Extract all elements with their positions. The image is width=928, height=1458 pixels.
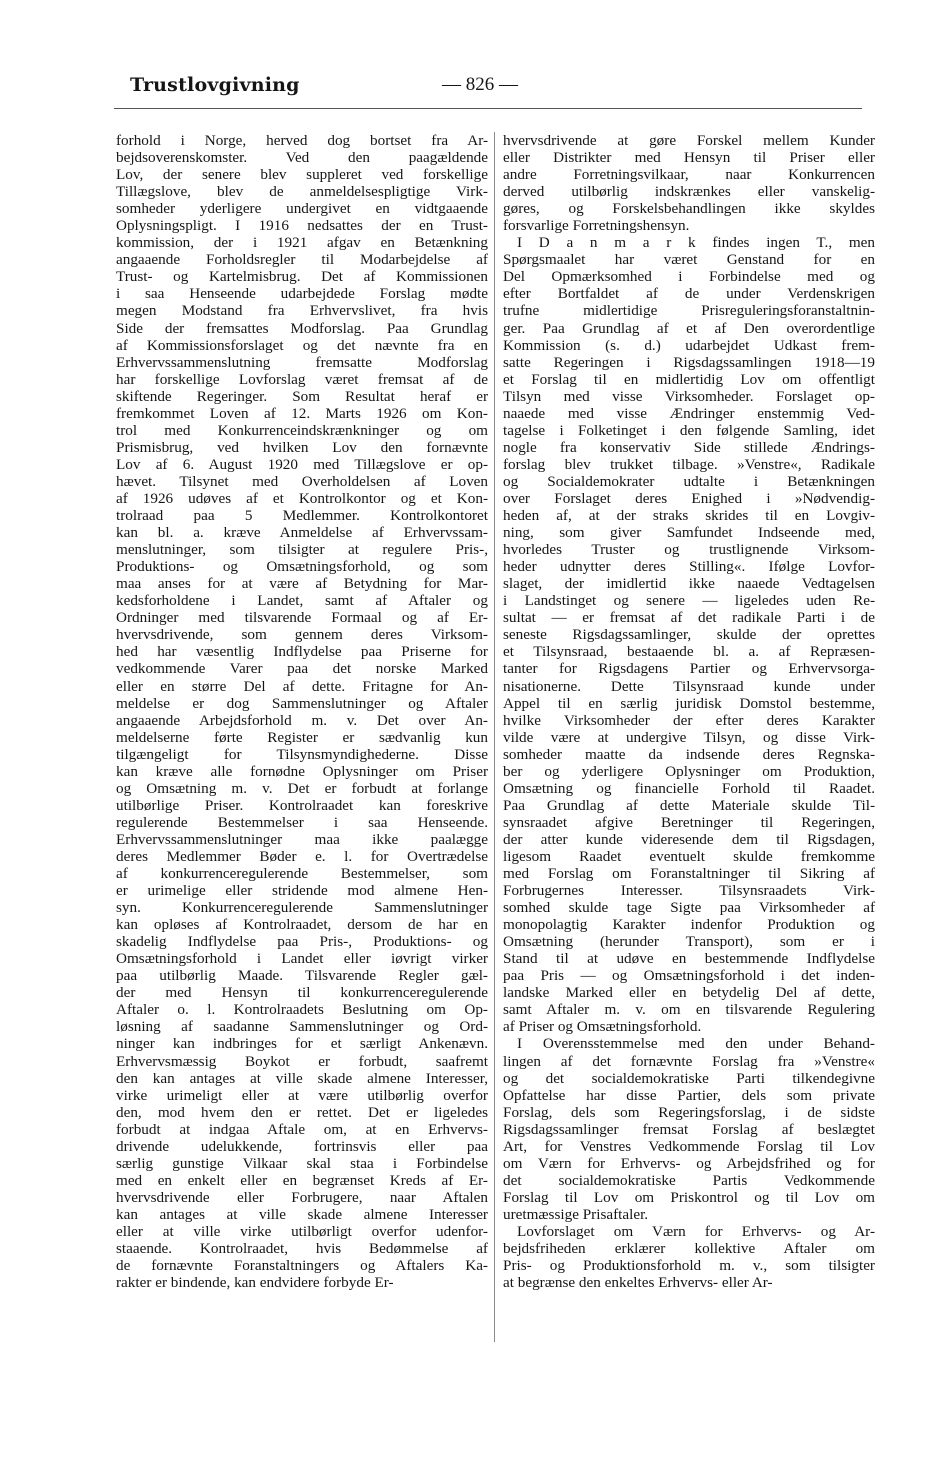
text-line: kan opløses af Kontrolraadet, dersom de har en [116,916,488,934]
text-line: I D a n m a r k findes ingen T., men [517,234,875,252]
column-divider [494,132,495,1342]
text-line: rakter er bindende, kan endvidere forbyde Er- [116,1274,394,1292]
left-column [116,132,488,1291]
text-line: Forslag til Lov om Priskontrol og til Lov om [503,1188,875,1206]
text-line: lingen af det fornævnte Forslag fra »Venstre« [503,1052,875,1070]
text-line: Omsætning og financielle Forhold til Raadet. [503,779,875,797]
text-line: synsraadet afgive Beretninger til Regeringen, [503,813,875,831]
running-header [128,74,860,104]
text-line: Trust- og Kartelmisbrug. Det af Kommissionen [116,268,488,286]
text-line: et Tilsynsraad, bestaaende bl. a. af Repræsen- [503,643,875,661]
text-line: kan kræve alle fornødne Oplysninger om Priser [116,762,488,780]
text-line: eller en større Del af dette. Fritagne for An- [116,677,488,695]
text-line: ber og yderligere Oplysninger om Produktion, [503,762,875,780]
text-line: slaget, der imidlertid ikke naaede Vedtagelsen [503,575,875,593]
text-line: staaende. Kontrolraadet, hvis Bedømmelse af [116,1240,488,1258]
text-line: nisationerne. Dette Tilsynsraad kunde under [503,677,875,695]
text-line: hvilke Virksomheder der efter deres Karakter [503,711,875,729]
text-line: angaaende Forholdsregler til Modarbejdelse af [116,251,488,269]
text-line: Opfattelse har disse Partier, dels som private [503,1086,875,1104]
text-line: i Landstinget og senere — ligeledes uden Re- [503,592,875,610]
text-line: hvervsdrivende, som gennem deres Virksom- [116,626,488,644]
text-line: tilgængeligt for Tilsynsmyndighederne. Disse [116,745,488,763]
text-line: ger. Paa Grundlag af et af Den overordentlige [503,319,875,337]
text-line: med Forslag om Foranstaltninger til Sikring af [503,865,875,883]
text-line: Stand til at udøve en bestemmende Indflydelse [503,950,875,968]
text-line: seneste Rigsdagssamlinger, skulde der oprettes [503,626,875,644]
text-line: om Værn for Erhvervs- og Arbejdsfrihed og for [503,1154,875,1172]
text-line: Appel til en særlig juridisk Domstol bestemme, [503,694,875,712]
text-line: Aftaler o. l. Kontrolraadets Beslutning om Op- [116,1001,488,1019]
text-line: heder udnytter deres Stilling«. Ifølge Lovfor- [503,558,875,576]
text-line: Omsætning (herunder Transport), som er i [503,933,875,951]
text-line: særlig gunstige Vilkaar skal staa i Forbindelse [116,1154,488,1172]
text-line: i saa Henseende udarbejdede Forslag mødte [116,285,488,303]
text-line: hævet. Tilsynet med Overholdelsen af Loven [116,472,488,490]
text-line: trolraad paa 5 Medlemmer. Kontrolkontoret [116,507,488,525]
text-line: vedkommende Varer paa det norske Marked [116,660,488,678]
text-line: meldelse er dog Sammenslutninger og Aftaler [116,694,488,712]
text-line: skadelig Indflydelse paa Pris-, Produktions- og [116,933,488,951]
text-line: derved utilbørlig indskrænkes eller vanskelig- [503,183,875,201]
text-line: de fornævnte Foranstaltningers og Aftalers Ka- [116,1257,488,1275]
text-line: af Kommissionsforslaget og det nævnte fra en [116,336,488,354]
text-line: og Omsætning m. v. Det er forbudt at forlange [116,779,488,797]
text-line: monopolagtig Karakter indenfor Produktion og [503,916,875,934]
text-line: af konkurrenceregulerende Bestemmelser, som [116,865,488,883]
text-line: hvervsdrivende at gøre Forskel mellem Kunder [503,132,875,149]
text-line: Paa Grundlag af dette Materiale skulde Til- [503,796,875,814]
text-line: sultat — er fremsat af det radikale Parti i de [503,609,875,627]
text-line: af Priser og Omsætningsforhold. [503,1018,702,1036]
text-line: nogle fra konservativ Side stillede Ændrings- [503,438,875,456]
text-line: kommission, der i 1921 afgav en Betænkning [116,234,488,252]
text-line: Del Opmærksomhed i Forbindelse med og [503,268,875,286]
text-line: somheder maatte da indsende deres Regnska- [503,745,875,763]
text-line: hvervsdrivende eller Forbrugere, naar Aftalen [116,1188,488,1206]
text-line: vilde være at undergive Tilsyn, og disse Virk- [503,728,875,746]
text-line: naaede med visse Ændringer enstemmig Ved- [503,404,875,422]
text-line: Prismisbrug, ved hvilken Lov den fornævnte [116,438,488,456]
text-line: forbudt at indgaa Aftale om, at en Erhvervs- [116,1120,488,1138]
text-line: skiftende Regeringer. Som Resultat heraf er [116,387,488,405]
text-line: eller at ville virke utilbørligt overfor udenfor- [116,1223,488,1240]
text-line: drivende udelukkende, fortrinsvis eller paa [116,1137,488,1155]
text-line: bejdsfriheden erklærer kollektive Aftaler om [503,1240,875,1258]
text-line: forsvarlige Forretningshensyn. [503,217,690,235]
text-line: gøres, og Forskelsbehandlingen ikke skyldes [503,200,875,218]
text-line: tanter for Rigsdagens Partier og Erhvervsorga- [503,660,875,678]
text-line: kan bl. a. kræve Anmeldelse af Erhvervssam- [116,524,488,542]
text-line: Produktions- og Omsætningsforhold, og som [116,558,488,576]
text-line: tagelse i Folketinget i den følgende Samling, idet [503,421,875,439]
text-line: I Overensstemmelse med den under Behand- [517,1035,875,1053]
text-line: forslag blev trukket tilbage. »Venstre«, Radikale [503,455,875,473]
text-line: ning, som giver Samfundet Indseende med, [503,524,875,542]
text-line: der med Hensyn til konkurrenceregulerende [116,984,488,1002]
text-line: Erhvervssammenslutninger maa ikke paalægge [116,830,488,848]
text-line: landske Marked eller en betydelig Del af dette, [503,984,875,1002]
text-line: Ordninger med tilsvarende Formaal og af Er- [116,609,488,627]
text-line: regulerende Bestemmelser i saa Henseende. [116,813,488,831]
text-line: og Socialdemokrater udtalte i Betænkningen [503,472,875,490]
text-line: bejdsoverenskomster. Ved den paagældende [116,149,488,167]
text-line: hvorledes Truster og trustlignende Virksom- [503,541,875,559]
text-line: løsning af saadanne Sammenslutninger og Ord- [116,1018,488,1036]
text-line: et Forslag til en midlertidig Lov om offentligt [503,370,875,388]
text-line: Pris- og Produktionsforhold m. v., som tilsigter [503,1257,875,1275]
text-line: Erhvervsmæssig Boykot er forbudt, saafremt [116,1052,488,1070]
text-line: andre Forretningsvilkaar, naar Konkurrencen [503,166,875,184]
text-line: deres Medlemmer Bøder e. l. for Overtrædelse [116,847,488,865]
text-line: der atter kunde videresende dem til Rigsdagen, [503,830,875,848]
text-line: efter Bortfaldet af de under Verdenskrigen [503,285,875,303]
text-line: af 1926 udøves af et Kontrolkontor og et Kon- [116,489,488,507]
text-line: Art, for Venstres Vedkommende Forslag til Lov [503,1137,875,1155]
text-line: uretmæssige Prisaftaler. [503,1205,649,1223]
text-line: trol med Konkurrenceindskrænkninger og om [116,421,488,439]
page-number: — 826 — [442,74,518,95]
text-line: Forslag, dels som Regeringsforslag, i de sidste [503,1103,875,1121]
text-line: Lov af 6. August 1920 med Tillægslove er op- [116,455,488,473]
text-line: den kan antages at ville skade almene Interesser, [116,1069,488,1087]
text-line: hed har væsentlig Indflydelse paa Priserne for [116,643,488,661]
right-column [503,132,875,1291]
text-line: meldelserne førte Register er sædvanlig kun [116,728,488,746]
text-line: er urimelige eller stridende mod almene Hen- [116,882,488,900]
running-title: Trustlovgivning [130,74,300,96]
text-line: Omsætningsforhold i Landet eller iøvrigt virker [116,950,488,968]
text-line: paa utilbørlig Maade. Tilsvarende Regler gæl- [116,967,488,985]
text-line: paa Pris — og Omsætningsforhold i det inden- [503,967,875,985]
text-line: samt Aftaler m. v. om en tilsvarende Regulering [503,1001,875,1019]
text-line: det socialdemokratiske Partis Vedkommende [503,1171,875,1189]
text-line: Tillægslove, blev de anmeldelsespligtige Virk- [116,183,488,201]
text-line: ninger kan indbringes for et særligt Ankenævn. [116,1035,488,1053]
header-rule [114,108,862,109]
text-line: virke urimeligt eller at være utilbørlig overfor [116,1086,488,1104]
text-line: Tilsyn med visse Virksomheder. Forslaget op- [503,387,875,405]
text-line: somheder yderligere undergivet en vidtgaaende [116,200,488,218]
text-line: over Forslaget deres Enighed i »Nødvendig- [503,489,875,507]
text-line: at begrænse den enkeltes Erhvervs- eller Ar- [503,1274,773,1292]
text-line: menslutninger, som tilsigter at regulere Pris-, [116,541,488,559]
text-line: Side der fremsattes Modforslag. Paa Grundlag [116,319,488,337]
text-line: syn. Konkurrenceregulerende Sammenslutninger [116,899,488,917]
text-line: har forskellige Lovforslag været fremsat af de [116,370,488,388]
text-line: Lov, der senere blev suppleret ved forskellige [116,166,488,184]
text-line: eller Distrikter med Hensyn til Priser eller [503,149,875,167]
text-line: den, mod hvem den er rettet. Det er ligeledes [116,1103,488,1121]
text-line: Forbrugernes Interesser. Tilsynsraadets Virk- [503,882,875,900]
text-line: trufne midlertidige Prisreguleringsforanstaltnin- [503,302,875,320]
text-line: megen Modstand fra Erhvervslivet, fra hvis [116,302,488,320]
text-line: fremkommet Loven af 12. Marts 1926 om Kon- [116,404,488,422]
text-line: Oplysningspligt. I 1916 nedsattes der en Trust- [116,217,488,235]
text-line: og det socialdemokratiske Parti tilkendegivne [503,1069,875,1087]
text-line: Erhvervssammenslutning fremsatte Modforslag [116,353,488,371]
text-line: Lovforslaget om Værn for Erhvervs- og Ar- [517,1223,875,1240]
text-line: satte Regeringen i Rigsdagssamlingen 1918—19 [503,353,875,371]
text-line: somhed skulde tage Sigte paa Virksomheder af [503,899,875,917]
text-line: med en enkelt eller en begrænset Kreds af Er- [116,1171,488,1189]
text-line: maa anses for at være af Betydning for Mar- [116,575,488,593]
text-line: Rigsdagssamlinger fremsat Forslag af beslægtet [503,1120,875,1138]
text-line: angaaende Arbejdsforhold m. v. Det over An- [116,711,488,729]
text-line: heden af, at der straks skrides til en Lovgiv- [503,507,875,525]
text-line: Spørgsmaalet har været Genstand for en [503,251,875,269]
text-line: kan antages at ville skade almene Interesser [116,1205,488,1223]
text-line: kedsforholdene i Landet, samt af Aftaler og [116,592,488,610]
text-line: ligesom Raadet eventuelt skulde fremkomme [503,847,875,865]
text-line: forhold i Norge, herved dog bortset fra Ar- [116,132,488,149]
text-line: utilbørlige Priser. Kontrolraadet kan foreskrive [116,796,488,814]
text-line: Kommission (s. d.) udarbejdet Udkast frem- [503,336,875,354]
